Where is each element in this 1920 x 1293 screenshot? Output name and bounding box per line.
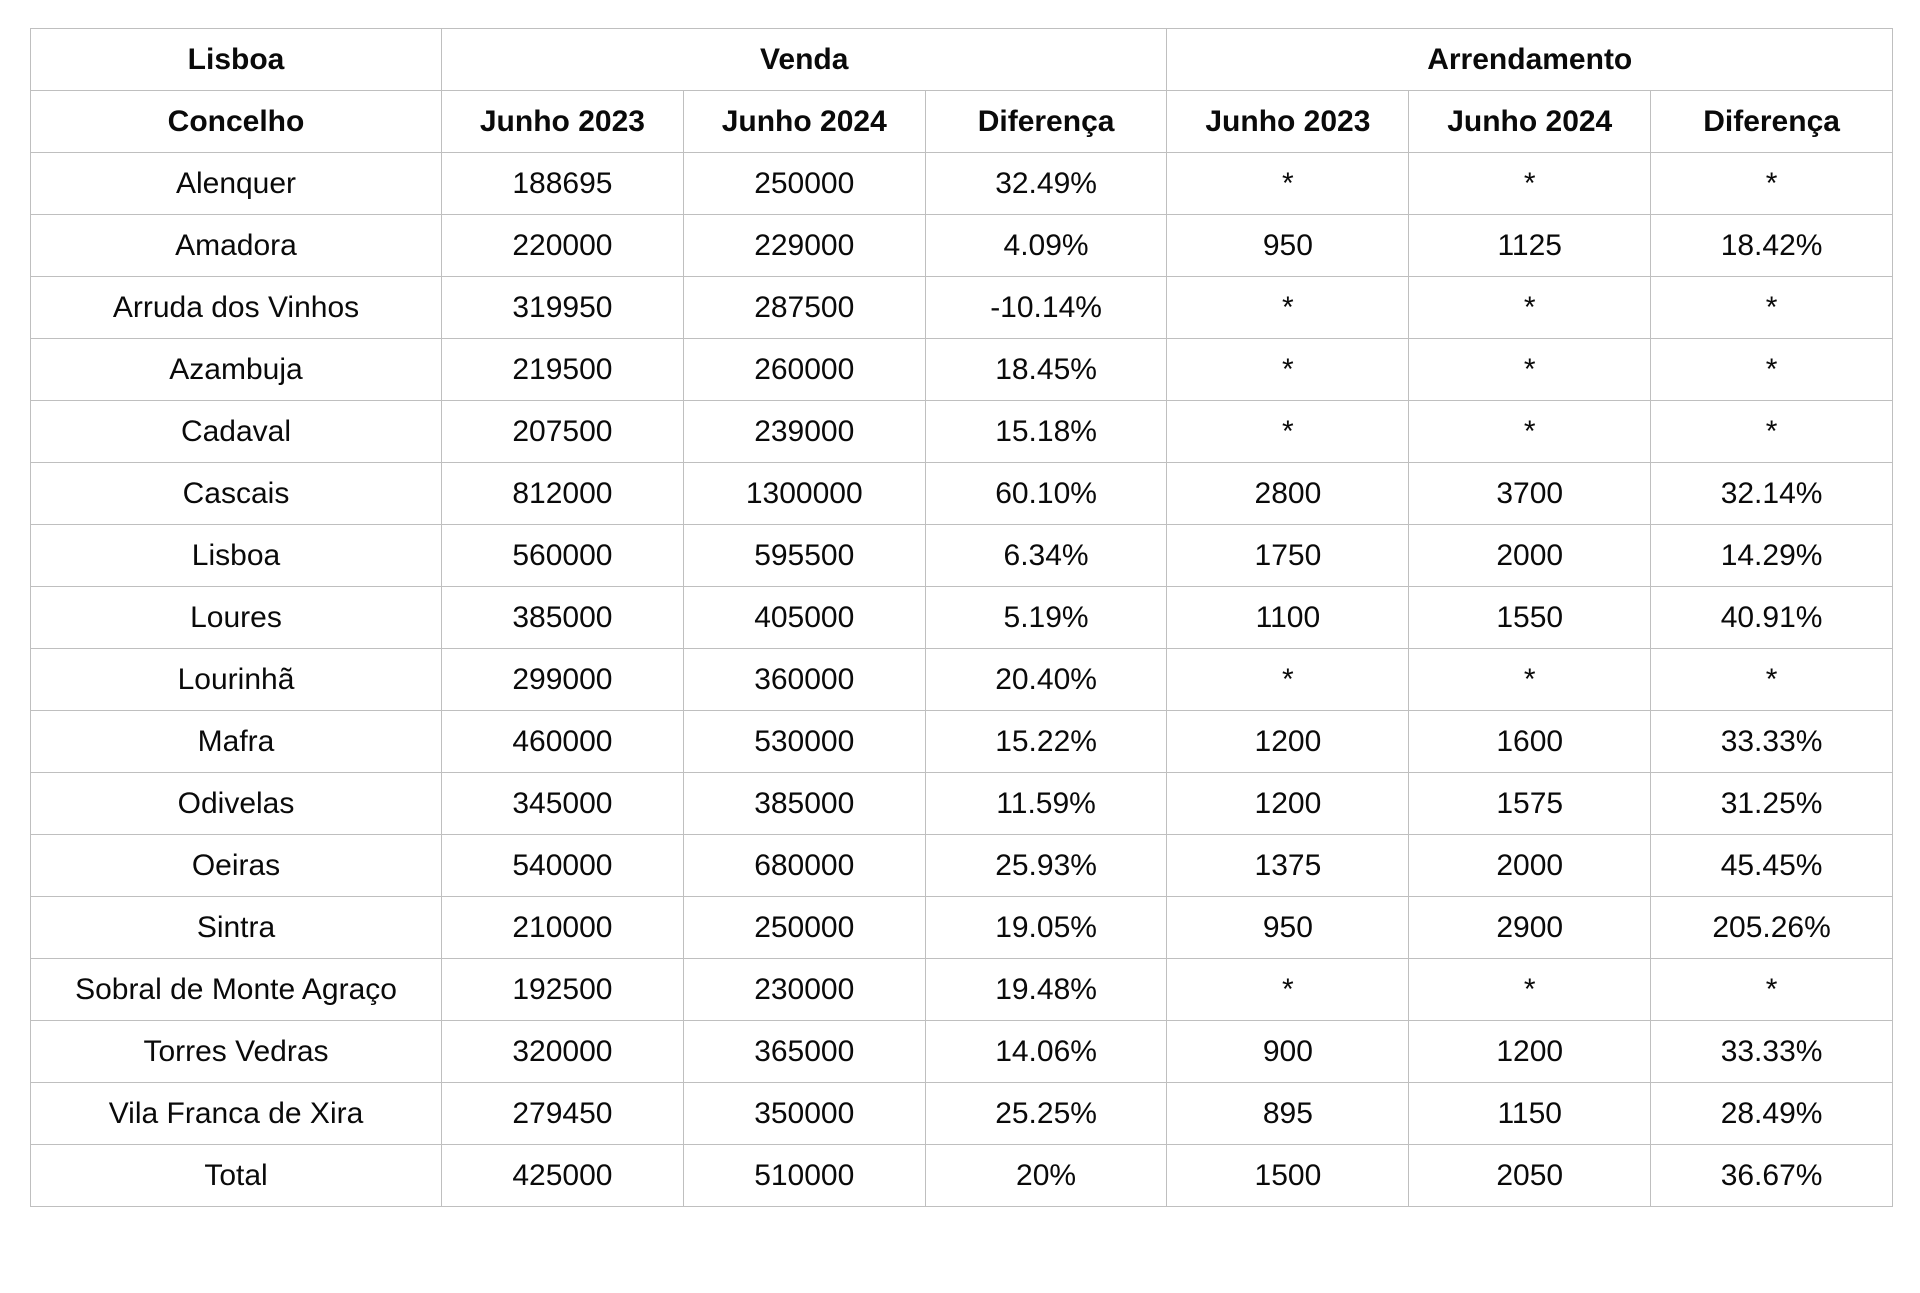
cell-venda-junho-2023: 540000 — [442, 835, 684, 897]
cell-venda-diferenca: 15.22% — [925, 711, 1167, 773]
cell-arrendamento-diferenca: * — [1651, 401, 1893, 463]
cell-arrendamento-diferenca: 31.25% — [1651, 773, 1893, 835]
cell-arrendamento-junho-2024: 1600 — [1409, 711, 1651, 773]
row-header-concelho: Alenquer — [31, 153, 442, 215]
table-row — [31, 463, 1893, 525]
cell-venda-junho-2023: 219500 — [442, 339, 684, 401]
cell-arrendamento-junho-2024: 2050 — [1409, 1145, 1651, 1207]
cell-venda-diferenca: 32.49% — [925, 153, 1167, 215]
cell-venda-diferenca: -10.14% — [925, 277, 1167, 339]
group-header-arrendamento: Arrendamento — [1167, 29, 1893, 91]
cell-arrendamento-diferenca: 33.33% — [1651, 711, 1893, 773]
cell-arrendamento-junho-2024: 1125 — [1409, 215, 1651, 277]
row-header-concelho: Cascais — [31, 463, 442, 525]
cell-arrendamento-junho-2023: 895 — [1167, 1083, 1409, 1145]
column-header-venda-junho-2024: Junho 2024 — [683, 91, 925, 153]
cell-venda-diferenca: 18.45% — [925, 339, 1167, 401]
corner-label-cell: Lisboa — [31, 29, 442, 91]
group-header-venda: Venda — [442, 29, 1167, 91]
table-row — [31, 649, 1893, 711]
row-header-concelho: Loures — [31, 587, 442, 649]
column-header-venda-diferenca: Diferença — [925, 91, 1167, 153]
cell-arrendamento-junho-2024: * — [1409, 339, 1651, 401]
table-row — [31, 959, 1893, 1021]
row-header-concelho: Amadora — [31, 215, 442, 277]
cell-arrendamento-diferenca: 32.14% — [1651, 463, 1893, 525]
cell-venda-diferenca: 60.10% — [925, 463, 1167, 525]
cell-venda-junho-2024: 1300000 — [683, 463, 925, 525]
table-row — [31, 1021, 1893, 1083]
table-row — [31, 897, 1893, 959]
cell-arrendamento-diferenca: * — [1651, 649, 1893, 711]
cell-venda-diferenca: 19.05% — [925, 897, 1167, 959]
cell-venda-junho-2024: 680000 — [683, 835, 925, 897]
cell-arrendamento-junho-2024: 2000 — [1409, 525, 1651, 587]
cell-arrendamento-junho-2023: * — [1167, 401, 1409, 463]
table-row — [31, 1145, 1893, 1207]
cell-arrendamento-junho-2024: 3700 — [1409, 463, 1651, 525]
cell-venda-junho-2023: 207500 — [442, 401, 684, 463]
cell-arrendamento-diferenca: * — [1651, 339, 1893, 401]
row-header-concelho: Azambuja — [31, 339, 442, 401]
column-header-arrendamento-junho-2024: Junho 2024 — [1409, 91, 1651, 153]
table-row — [31, 773, 1893, 835]
cell-venda-junho-2023: 460000 — [442, 711, 684, 773]
cell-arrendamento-junho-2023: 1200 — [1167, 711, 1409, 773]
cell-venda-diferenca: 4.09% — [925, 215, 1167, 277]
cell-arrendamento-junho-2024: * — [1409, 649, 1651, 711]
row-header-concelho: Lourinhã — [31, 649, 442, 711]
cell-arrendamento-junho-2023: * — [1167, 339, 1409, 401]
cell-venda-diferenca: 25.93% — [925, 835, 1167, 897]
table-group-header-row — [31, 29, 1893, 91]
cell-venda-junho-2023: 210000 — [442, 897, 684, 959]
cell-arrendamento-junho-2023: * — [1167, 959, 1409, 1021]
cell-arrendamento-junho-2023: 1100 — [1167, 587, 1409, 649]
cell-venda-junho-2024: 239000 — [683, 401, 925, 463]
cell-venda-junho-2024: 365000 — [683, 1021, 925, 1083]
table-row — [31, 277, 1893, 339]
cell-arrendamento-junho-2023: 950 — [1167, 897, 1409, 959]
cell-venda-junho-2024: 287500 — [683, 277, 925, 339]
row-header-concelho: Oeiras — [31, 835, 442, 897]
row-header-concelho: Vila Franca de Xira — [31, 1083, 442, 1145]
cell-venda-junho-2023: 425000 — [442, 1145, 684, 1207]
cell-arrendamento-diferenca: 14.29% — [1651, 525, 1893, 587]
cell-venda-junho-2023: 279450 — [442, 1083, 684, 1145]
cell-venda-junho-2024: 385000 — [683, 773, 925, 835]
row-header-concelho: Total — [31, 1145, 442, 1207]
cell-venda-junho-2024: 530000 — [683, 711, 925, 773]
row-header-concelho: Odivelas — [31, 773, 442, 835]
cell-venda-diferenca: 20.40% — [925, 649, 1167, 711]
cell-venda-diferenca: 15.18% — [925, 401, 1167, 463]
column-header-venda-junho-2023: Junho 2023 — [442, 91, 684, 153]
cell-arrendamento-junho-2023: 900 — [1167, 1021, 1409, 1083]
column-header-arrendamento-diferenca: Diferença — [1651, 91, 1893, 153]
table-row — [31, 835, 1893, 897]
cell-venda-junho-2023: 188695 — [442, 153, 684, 215]
cell-arrendamento-diferenca: 33.33% — [1651, 1021, 1893, 1083]
row-header-concelho: Sobral de Monte Agraço — [31, 959, 442, 1021]
cell-venda-diferenca: 25.25% — [925, 1083, 1167, 1145]
cell-venda-junho-2023: 385000 — [442, 587, 684, 649]
real-estate-price-table — [30, 28, 1893, 1207]
cell-arrendamento-junho-2023: 1750 — [1167, 525, 1409, 587]
column-header-arrendamento-junho-2023: Junho 2023 — [1167, 91, 1409, 153]
cell-arrendamento-junho-2024: * — [1409, 277, 1651, 339]
row-header-concelho: Torres Vedras — [31, 1021, 442, 1083]
cell-venda-junho-2024: 260000 — [683, 339, 925, 401]
table-body — [31, 153, 1893, 1207]
cell-arrendamento-diferenca: * — [1651, 153, 1893, 215]
cell-venda-diferenca: 20% — [925, 1145, 1167, 1207]
table-row — [31, 339, 1893, 401]
table-row — [31, 525, 1893, 587]
cell-venda-junho-2023: 319950 — [442, 277, 684, 339]
row-header-concelho: Arruda dos Vinhos — [31, 277, 442, 339]
cell-arrendamento-junho-2024: 1575 — [1409, 773, 1651, 835]
cell-venda-junho-2024: 230000 — [683, 959, 925, 1021]
cell-arrendamento-junho-2023: 1200 — [1167, 773, 1409, 835]
cell-arrendamento-junho-2024: 1200 — [1409, 1021, 1651, 1083]
cell-arrendamento-diferenca: 36.67% — [1651, 1145, 1893, 1207]
table-row — [31, 1083, 1893, 1145]
cell-arrendamento-diferenca: 40.91% — [1651, 587, 1893, 649]
row-header-concelho: Lisboa — [31, 525, 442, 587]
cell-arrendamento-diferenca: * — [1651, 277, 1893, 339]
cell-arrendamento-junho-2023: * — [1167, 153, 1409, 215]
cell-arrendamento-junho-2024: * — [1409, 959, 1651, 1021]
table-row — [31, 215, 1893, 277]
cell-venda-diferenca: 11.59% — [925, 773, 1167, 835]
cell-arrendamento-diferenca: 18.42% — [1651, 215, 1893, 277]
cell-venda-junho-2024: 360000 — [683, 649, 925, 711]
cell-venda-diferenca: 5.19% — [925, 587, 1167, 649]
cell-arrendamento-junho-2023: 1500 — [1167, 1145, 1409, 1207]
row-header-concelho: Cadaval — [31, 401, 442, 463]
cell-arrendamento-junho-2024: 2900 — [1409, 897, 1651, 959]
cell-arrendamento-diferenca: * — [1651, 959, 1893, 1021]
cell-venda-junho-2023: 345000 — [442, 773, 684, 835]
cell-venda-junho-2023: 299000 — [442, 649, 684, 711]
cell-venda-junho-2024: 350000 — [683, 1083, 925, 1145]
table-row — [31, 401, 1893, 463]
row-header-concelho: Sintra — [31, 897, 442, 959]
table-row — [31, 711, 1893, 773]
row-header-concelho: Mafra — [31, 711, 442, 773]
cell-venda-diferenca: 19.48% — [925, 959, 1167, 1021]
column-header-concelho: Concelho — [31, 91, 442, 153]
cell-venda-junho-2023: 812000 — [442, 463, 684, 525]
cell-venda-junho-2024: 405000 — [683, 587, 925, 649]
cell-venda-junho-2023: 320000 — [442, 1021, 684, 1083]
cell-arrendamento-diferenca: 45.45% — [1651, 835, 1893, 897]
cell-arrendamento-diferenca: 205.26% — [1651, 897, 1893, 959]
table-head — [31, 29, 1893, 153]
cell-arrendamento-junho-2023: * — [1167, 649, 1409, 711]
cell-venda-junho-2024: 250000 — [683, 153, 925, 215]
cell-arrendamento-junho-2023: * — [1167, 277, 1409, 339]
table-row — [31, 153, 1893, 215]
table-column-header-row — [31, 91, 1893, 153]
cell-venda-diferenca: 14.06% — [925, 1021, 1167, 1083]
cell-arrendamento-junho-2024: 2000 — [1409, 835, 1651, 897]
cell-venda-junho-2024: 595500 — [683, 525, 925, 587]
cell-arrendamento-diferenca: 28.49% — [1651, 1083, 1893, 1145]
cell-arrendamento-junho-2023: 2800 — [1167, 463, 1409, 525]
cell-venda-junho-2023: 192500 — [442, 959, 684, 1021]
cell-venda-diferenca: 6.34% — [925, 525, 1167, 587]
cell-venda-junho-2023: 560000 — [442, 525, 684, 587]
cell-arrendamento-junho-2024: 1550 — [1409, 587, 1651, 649]
table-row — [31, 587, 1893, 649]
cell-arrendamento-junho-2024: 1150 — [1409, 1083, 1651, 1145]
cell-venda-junho-2024: 250000 — [683, 897, 925, 959]
cell-venda-junho-2024: 510000 — [683, 1145, 925, 1207]
cell-arrendamento-junho-2023: 1375 — [1167, 835, 1409, 897]
cell-venda-junho-2024: 229000 — [683, 215, 925, 277]
cell-arrendamento-junho-2024: * — [1409, 401, 1651, 463]
cell-arrendamento-junho-2024: * — [1409, 153, 1651, 215]
cell-venda-junho-2023: 220000 — [442, 215, 684, 277]
cell-arrendamento-junho-2023: 950 — [1167, 215, 1409, 277]
